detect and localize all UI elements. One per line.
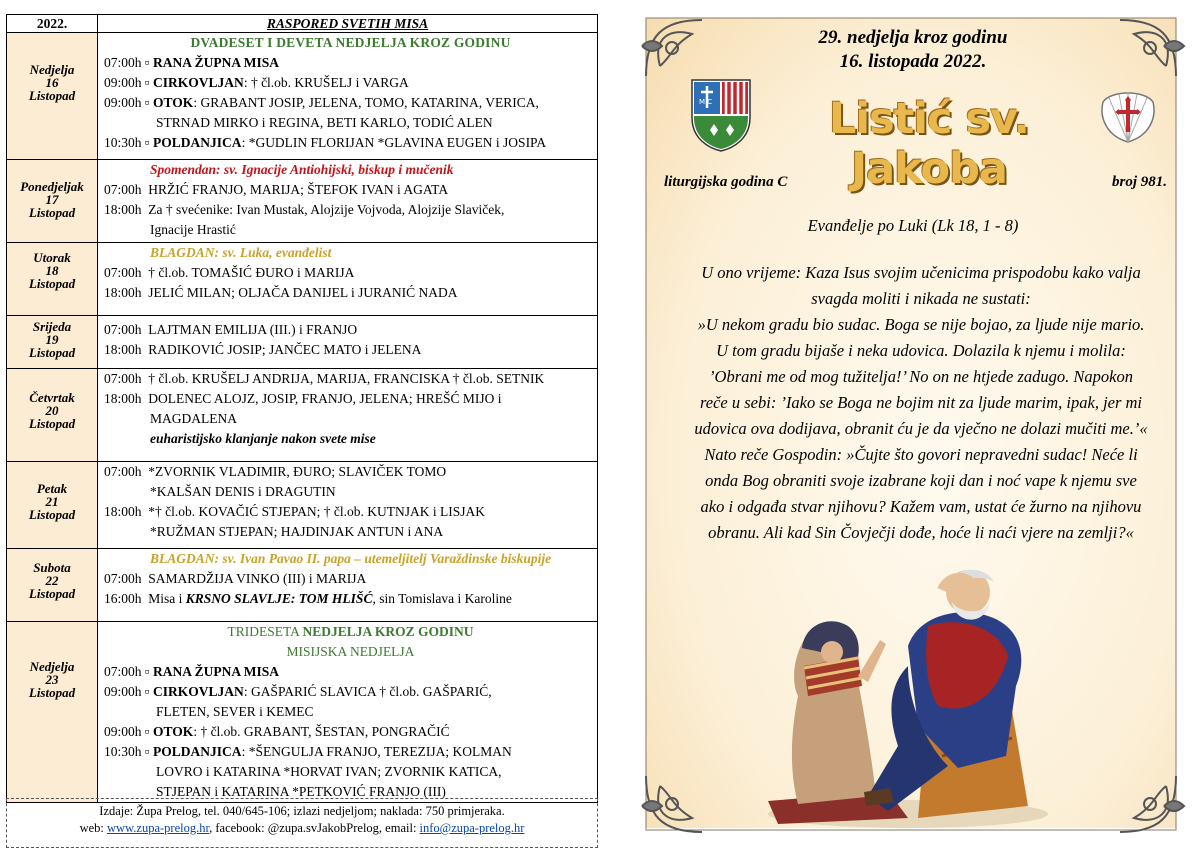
day-name: Nedjelja: [29, 62, 75, 77]
mass-line-cont: MAGDALENA: [150, 411, 237, 426]
mass-line-cont: STJEPAN i KATARINA *PETKOVIĆ FRANJO (III): [156, 784, 446, 799]
sunday-subtitle: MISIJSKA NEDJELJA: [286, 644, 415, 659]
widow-and-judge-illustration-icon: [758, 556, 1058, 831]
liturgical-year: liturgijska godina C: [664, 174, 788, 190]
day-name: Petak: [36, 481, 68, 496]
mass-line: 18:00h JELIĆ MILAN; OLJAČA DANIJEL i JURANIĆ NADA: [104, 285, 458, 300]
mass-line: 10:30h ▫ POLDANJICA: *ŠENGULJA FRANJO, TEREZIJA; KOLMAN: [104, 744, 512, 759]
mass-line-cont: Ignacije Hrastić: [150, 222, 236, 237]
day-row: [7, 33, 598, 160]
day-number: 20: [45, 403, 59, 418]
mass-line: 07:00h † čl.ob. KRUŠELJ ANDRIJA, MARIJA, FRANCISKA † čl.ob. SETNIK: [104, 371, 545, 386]
day-month: Listopad: [28, 685, 76, 700]
mass-line: 07:00h † čl.ob. TOMAŠIĆ ĐURO i MARIJA: [104, 265, 355, 280]
day-row: [7, 316, 598, 369]
day-number: 23: [45, 672, 59, 687]
mass-line: 09:00h ▫ OTOK: GRABANT JOSIP, JELENA, TOMO, KATARINA, VERICA,: [104, 95, 539, 110]
day-month: Listopad: [28, 276, 76, 291]
gospel-line: Nato reče Gospodin: »Čujte što govori nepravedni sudac! Neće li: [704, 445, 1138, 464]
mass-line: 07:00h LAJTMAN EMILIJA (III.) i FRANJO: [104, 322, 358, 337]
day-month: Listopad: [28, 586, 76, 601]
mass-schedule: [6, 14, 598, 799]
mass-line: 07:00h ▫ RANA ŽUPNA MISA: [104, 664, 280, 679]
gospel-line: onda Bog obraniti svoje izabrane koji dan i noć vape k njemu sve: [705, 471, 1137, 490]
bulletin-title: Listić sv. Jakoba: [829, 94, 1029, 194]
mass-line: 09:00h ▫ CIRKOVLJAN: GAŠPARIĆ SLAVICA † čl.ob. GAŠPARIĆ,: [104, 684, 492, 699]
mass-line-cont: *RUŽMAN STJEPAN; HAJDINJAK ANTUN i ANA: [150, 524, 444, 539]
mass-line: 18:00h DOLENEC ALOJZ, JOSIP, FRANJO, JELENA; HREŠĆ MIJO i: [104, 391, 502, 406]
mass-line: 09:00h ▫ OTOK: † čl.ob. GRABANT, ŠESTAN, PONGRAČIĆ: [104, 724, 450, 739]
gospel-reference: Evanđelje po Luki (Lk 18, 1 - 8): [807, 216, 1019, 235]
issue-number: broj 981.: [1111, 174, 1167, 190]
day-number: 19: [45, 332, 59, 347]
publisher-info: Izdaje: Župa Prelog, tel. 040/645-106; izlazi nedjeljom; naklada: 750 primjeraka.: [99, 804, 505, 818]
coat-of-arms-icon: [690, 78, 752, 152]
mass-line: 07:00h *ZVORNIK VLADIMIR, ĐURO; SLAVIČEK TOMO: [104, 464, 447, 479]
mass-line: 07:00h ▫ RANA ŽUPNA MISA: [104, 55, 280, 70]
day-name: Srijeda: [32, 319, 72, 334]
day-month: Listopad: [28, 416, 76, 431]
website-link[interactable]: www.zupa-prelog.hr: [107, 821, 210, 835]
publisher-footer: [6, 798, 598, 848]
scallop-shell-cross-icon: [1097, 84, 1159, 146]
adoration-note: euharistijsko klanjanje nakon svete mise: [150, 431, 376, 446]
day-name: Utorak: [33, 250, 71, 265]
day-number: 16: [45, 75, 59, 90]
day-row: [7, 549, 598, 622]
day-name: Subota: [33, 560, 71, 575]
schedule-heading: RASPORED SVETIH MISA: [98, 15, 598, 33]
feast-title: BLAGDAN: sv. Ivan Pavao II. papa – utemeljitelj Varaždinske biskupije: [150, 551, 552, 566]
mass-line-cont: *KALŠAN DENIS i DRAGUTIN: [150, 484, 336, 499]
mass-line: 18:00h RADIKOVIĆ JOSIP; JANČEC MATO i JELENA: [104, 342, 422, 357]
mass-line: 18:00h Za † svećenike: Ivan Mustak, Alojzije Vojvoda, Alojzije Slaviček,: [104, 202, 505, 217]
mass-line: 18:00h *† čl.ob. KOVAČIĆ STJEPAN; † čl.ob. KUTNJAK i LISJAK: [104, 504, 486, 519]
gospel-text: [666, 260, 1176, 546]
day-month: Listopad: [28, 88, 76, 103]
gospel-line: U tom gradu bijaše i neka udovica. Dolazila k njemu i molila:: [716, 341, 1126, 360]
gospel-line: reče u sebi: ’Iako se Boga ne bojim nit za ljude marim, ipak, jer mi: [699, 393, 1143, 412]
day-row: [7, 462, 598, 549]
day-row: [7, 243, 598, 316]
day-row: [7, 622, 598, 803]
gospel-line: U ono vrijeme: Kaza Isus svojim učenicima prispodobu kako valja: [701, 263, 1141, 282]
mass-line-cont: STRNAD MIRKO i REGINA, BETI KARLO, TODIĆ ALEN: [156, 115, 493, 130]
day-month: Listopad: [28, 345, 76, 360]
day-number: 17: [45, 192, 59, 207]
contact-line: web: www.zupa-prelog.hr, facebook: @zupa.svJakobPrelog, email: info@zupa-prelog.hr: [79, 821, 525, 835]
week-title: 29. nedjelja kroz godinu: [818, 27, 1008, 48]
gospel-line: ’Obrani me od mog tužitelja!’ No on ne htjede zadugo. Napokon: [709, 367, 1133, 386]
schedule-year: 2022.: [7, 15, 98, 33]
issue-date: 16. listopada 2022.: [839, 51, 987, 72]
day-month: Listopad: [28, 507, 76, 522]
mass-line: 09:00h ▫ CIRKOVLJAN: † čl.ob. KRUŠELJ i VARGA: [104, 75, 409, 90]
mass-line: 16:00h Misa i KRSNO SLAVLJE: TOM HLIŠĆ, sin Tomislava i Karoline: [104, 591, 512, 606]
mass-line-cont: FLETEN, SEVER i KEMEC: [156, 704, 314, 719]
feast-title: BLAGDAN: sv. Luka, evanđelist: [150, 245, 332, 260]
gospel-line: obranu. Ali kad Sin Čovječji dođe, hoće li naći vjere na zemlji?«: [708, 523, 1134, 542]
day-row: [7, 369, 598, 462]
gospel-line: svagda moliti i nikada ne sustati:: [811, 289, 1031, 308]
feast-title: Spomendan: sv. Ignacije Antiohijski, biskup i mučenik: [150, 162, 454, 177]
day-number: 21: [45, 494, 59, 509]
crest-letters: M C: [699, 98, 713, 106]
mass-line: 10:30h ▫ POLDANJICA: *GUDLIN FLORIJAN *GLAVINA EUGEN i JOSIPA: [104, 135, 547, 150]
day-name: Četvrtak: [29, 390, 75, 405]
day-number: 22: [45, 573, 59, 588]
gospel-line: ako i odgađa stvar njihovu? Kažem vam, ustat će žurno na njihovu: [700, 497, 1142, 516]
day-row: [7, 160, 598, 243]
mass-line-cont: LOVRO i KATARINA *HORVAT IVAN; ZVORNIK KATICA,: [156, 764, 502, 779]
sunday-title: DVADESET I DEVETA NEDJELJA KROZ GODINU: [190, 35, 511, 50]
gospel-line: »U nekom gradu bio sudac. Boga se nije bojao, za ljude nije mario.: [697, 315, 1145, 334]
bulletin-cover: [632, 6, 1194, 846]
schedule-table: [6, 14, 598, 803]
gospel-line: udovica ova dodijava, obranit ću je da vječno ne dolazi mučiti me.’«: [694, 419, 1148, 438]
mass-line: 07:00h SAMARDŽIJA VINKO (III) i MARIJA: [104, 571, 367, 586]
day-name: Ponedjeljak: [20, 179, 84, 194]
day-number: 18: [45, 263, 59, 278]
email-link[interactable]: info@zupa-prelog.hr: [419, 821, 525, 835]
header-dates: [632, 26, 1194, 74]
sunday-title: TRIDESETA NEDJELJA KROZ GODINU: [227, 624, 474, 639]
mass-line: 07:00h HRŽIĆ FRANJO, MARIJA; ŠTEFOK IVAN i AGATA: [104, 182, 449, 197]
day-name: Nedjelja: [29, 659, 75, 674]
day-month: Listopad: [28, 205, 76, 220]
